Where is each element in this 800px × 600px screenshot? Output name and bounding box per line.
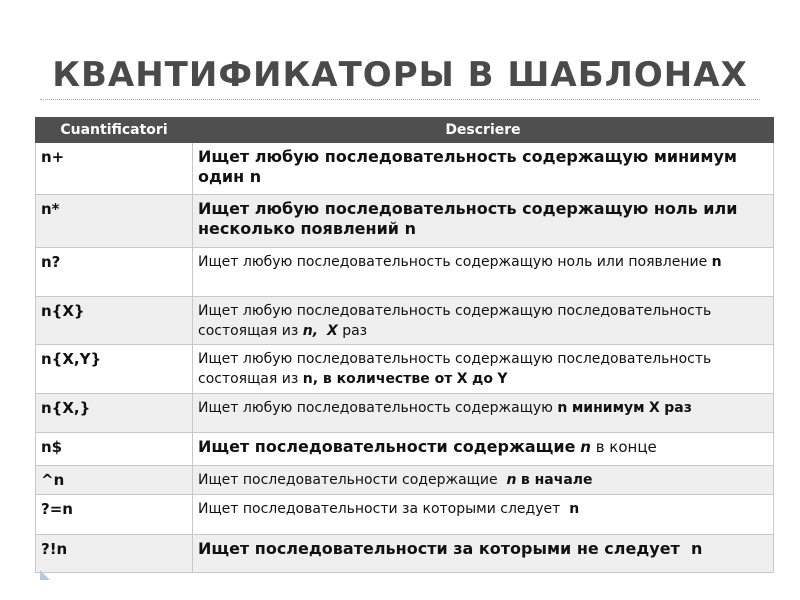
description-text: Ищет любую последовательность содержащую минимум один <box>198 147 737 186</box>
description-text: Ищет последовательности содержащие <box>198 472 498 488</box>
description-text: минимум <box>571 400 645 416</box>
table-row <box>36 345 774 394</box>
description-cell <box>193 466 774 495</box>
quantifier-cell: n+ <box>36 143 193 195</box>
quantifier-cell: ^n <box>36 466 193 495</box>
description-cell <box>193 195 774 248</box>
token: n <box>580 438 591 456</box>
description-cell <box>193 495 774 535</box>
table-row <box>36 433 774 466</box>
quantifier-cell: ?=n <box>36 495 193 535</box>
description-text: Ищет любую последовательность содержащую последовательность состоящая из <box>198 303 712 339</box>
description-text: в конце <box>595 438 657 456</box>
description-text: Ищет последовательности за которыми не следует <box>198 539 680 558</box>
description-cell <box>193 143 774 195</box>
quantifier-cell: ?!n <box>36 535 193 573</box>
quantifier-cell: n* <box>36 195 193 248</box>
description-text: до <box>472 371 493 387</box>
description-cell <box>193 248 774 297</box>
table-row <box>36 143 774 195</box>
token: n <box>557 400 568 416</box>
table-row <box>36 248 774 297</box>
token: n <box>506 472 517 488</box>
quantifier-cell: n? <box>36 248 193 297</box>
token: n <box>569 501 580 517</box>
quantifier-cell: n{X} <box>36 297 193 345</box>
description-cell <box>193 433 774 466</box>
token: n <box>690 539 703 558</box>
token: n <box>404 219 416 238</box>
description-cell <box>193 394 774 433</box>
slide-title: КВАНТИФИКАТОРЫ В ШАБЛОНАХ <box>52 55 748 95</box>
description-text: Ищет любую последовательность содержащую ноль или появление <box>198 254 708 270</box>
quantifier-cell: n{X,Y} <box>36 345 193 394</box>
quantifier-cell: n{X,} <box>36 394 193 433</box>
description-text: в начале <box>520 472 593 488</box>
description-text: Ищет последовательности содержащие <box>198 437 576 456</box>
slide-corner-decoration <box>40 570 50 580</box>
token: n <box>711 254 722 270</box>
table-header-row <box>36 118 774 143</box>
description-text: Ищет любую последовательность содержащую <box>198 400 553 416</box>
table-row <box>36 297 774 345</box>
quantifier-cell: n$ <box>36 433 193 466</box>
column-header-quantifiers: Cuantificatori <box>36 118 193 143</box>
description-cell <box>193 345 774 394</box>
description-text: раз <box>342 323 368 339</box>
description-text: Ищет любую последовательность содержащую последовательность состоящая из <box>198 351 712 387</box>
description-text: Ищет любую последовательность содержащую ноль или несколько появлений <box>198 199 738 238</box>
table-row <box>36 495 774 535</box>
table-row <box>36 394 774 433</box>
token: X <box>326 323 338 339</box>
description-cell <box>193 297 774 345</box>
token: Y <box>497 371 508 387</box>
description-text: раз <box>664 400 692 416</box>
table-row <box>36 535 774 573</box>
description-cell <box>193 535 774 573</box>
quantifiers-table <box>35 117 774 573</box>
description-text: Ищет последовательности за которыми следует <box>198 501 561 517</box>
table-row <box>36 195 774 248</box>
title-divider <box>40 99 760 100</box>
token: n <box>302 371 313 387</box>
description-text: , в количестве от <box>312 371 453 387</box>
token: X <box>649 400 660 416</box>
column-header-description: Descriere <box>193 118 774 143</box>
token: n <box>249 167 262 186</box>
table-row <box>36 466 774 495</box>
token: n, <box>302 323 319 339</box>
token: X <box>456 371 468 387</box>
